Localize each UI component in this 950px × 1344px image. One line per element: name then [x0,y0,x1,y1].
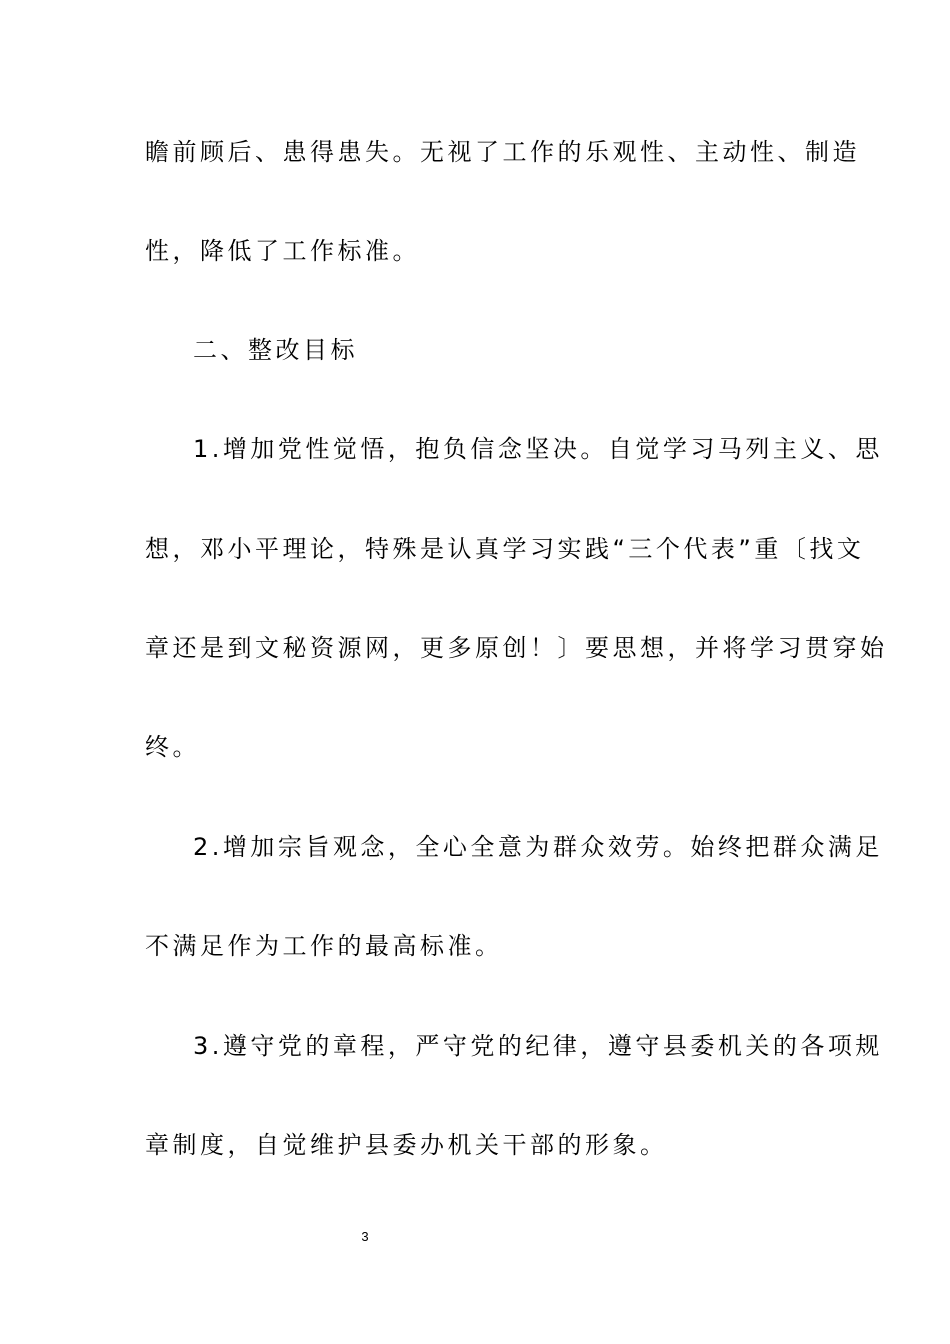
item-3-line-1: 3.遵守党的章程，严守党的纪律，遵守县委机关的各项规 [193,1032,883,1060]
item-2-line-2: 不满足作为工作的最高标准。 [145,932,503,960]
item-1-line-2: 想，邓小平理论，特殊是认真学习实践“三个代表”重〔找文 [145,535,865,563]
item-1-line-3: 章还是到文秘资源网，更多原创！〕要思想，并将学习贯穿始 [145,634,888,662]
item-3-line-2: 章制度，自觉维护县委办机关干部的形象。 [145,1131,668,1159]
section-heading: 二、整改目标 [193,336,358,364]
page-number: 3 [361,1229,369,1244]
item-2-line-1: 2.增加宗旨观念，全心全意为群众效劳。始终把群众满足 [193,833,883,861]
item-1-line-1: 1.增加党性觉悟，抱负信念坚决。自觉学习马列主义、思 [193,435,883,463]
paragraph-line-2: 性，降低了工作标准。 [145,237,420,265]
paragraph-line-1: 瞻前顾后、患得患失。无视了工作的乐观性、主动性、制造 [145,138,860,166]
item-1-line-4: 终。 [145,733,200,761]
